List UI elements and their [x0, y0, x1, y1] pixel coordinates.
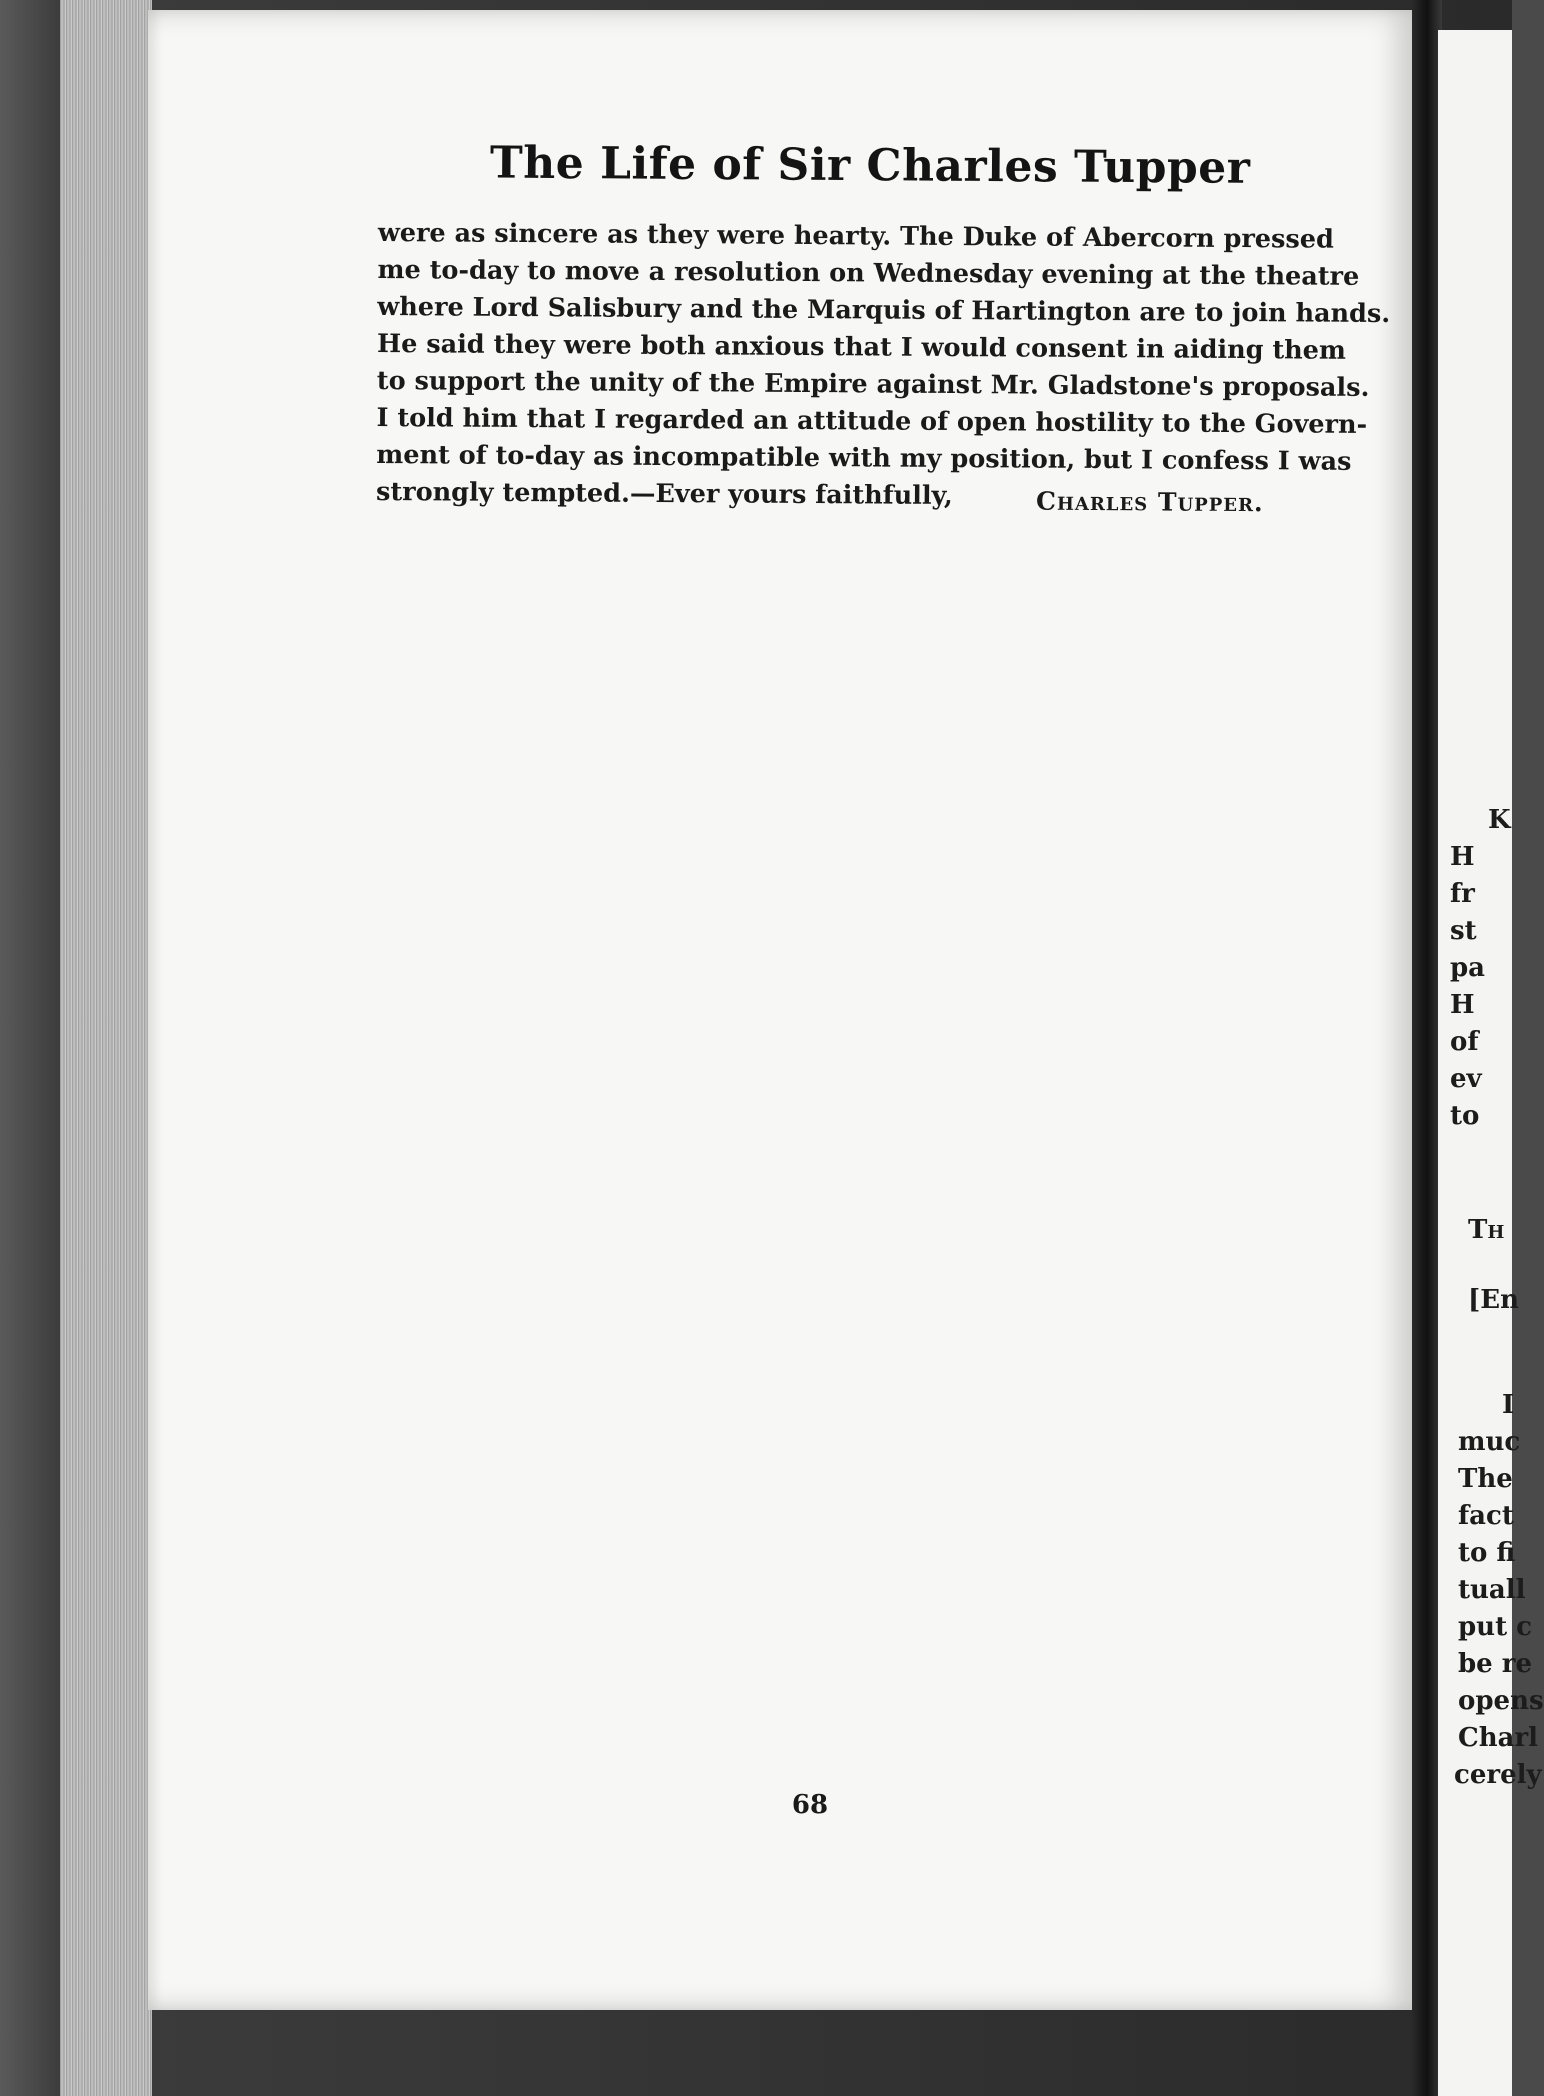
body-line: where Lord Salisbury and the Marquis of Hartington are to join hands.	[377, 291, 1391, 330]
facing-page-fragment: tuall	[1458, 1575, 1526, 1605]
facing-page-fragment: of	[1450, 1027, 1479, 1057]
facing-page-fragment: be re	[1458, 1649, 1533, 1679]
facing-page-fragment: I	[1502, 1390, 1515, 1420]
facing-page-fragment: H	[1450, 990, 1475, 1020]
facing-page-fragment: muc	[1458, 1427, 1521, 1457]
facing-page-fragment: fact	[1458, 1501, 1514, 1531]
facing-page-fragment: The	[1458, 1464, 1513, 1494]
body-line: were as sincere as they were hearty. The Duke of Abercorn pressed	[377, 217, 1334, 255]
facing-page-fragment: put c	[1458, 1612, 1532, 1642]
facing-page-fragment: H	[1450, 842, 1475, 872]
body-line: ment of to-day as incompatible with my position, but I confess I was	[376, 439, 1352, 477]
body-line: He said they were both anxious that I would consent in aiding them	[376, 328, 1347, 366]
facing-page-fragment: Charl	[1458, 1723, 1539, 1753]
body-line: to support the unity of the Empire against Mr. Gladstone's proposals.	[376, 365, 1370, 403]
facing-page-fragment: K	[1488, 805, 1511, 835]
facing-page-fragment: fr	[1450, 879, 1475, 909]
letter-body	[375, 215, 1391, 518]
facing-page-fragment: ev	[1450, 1064, 1482, 1094]
book-page-edges	[60, 0, 152, 2096]
body-line: I told him that I regarded an attitude of open hostility to the Govern-	[376, 402, 1368, 440]
page-number: 68	[791, 1790, 829, 1820]
facing-page	[1438, 30, 1544, 2096]
running-head: The Life of Sir Charles Tupper	[489, 137, 1251, 194]
facing-page-fragment: to fi	[1458, 1538, 1516, 1568]
closing-line-row	[376, 474, 1316, 518]
facing-page-fragment: opens	[1458, 1686, 1544, 1716]
facing-page-fragment: [En	[1468, 1285, 1520, 1315]
body-line: me to-day to move a resolution on Wednesday evening at the theatre	[377, 254, 1360, 292]
facing-page-fragment: Th	[1468, 1215, 1505, 1245]
facing-page-fragment: st	[1450, 916, 1477, 946]
signature: Charles Tupper.	[1035, 486, 1264, 518]
facing-page-fragment: cerely	[1454, 1760, 1542, 1790]
closing-line: strongly tempted.—Ever yours faithfully,	[375, 476, 953, 512]
facing-page-fragment: to	[1450, 1101, 1480, 1131]
facing-page-fragment: pa	[1450, 953, 1486, 983]
